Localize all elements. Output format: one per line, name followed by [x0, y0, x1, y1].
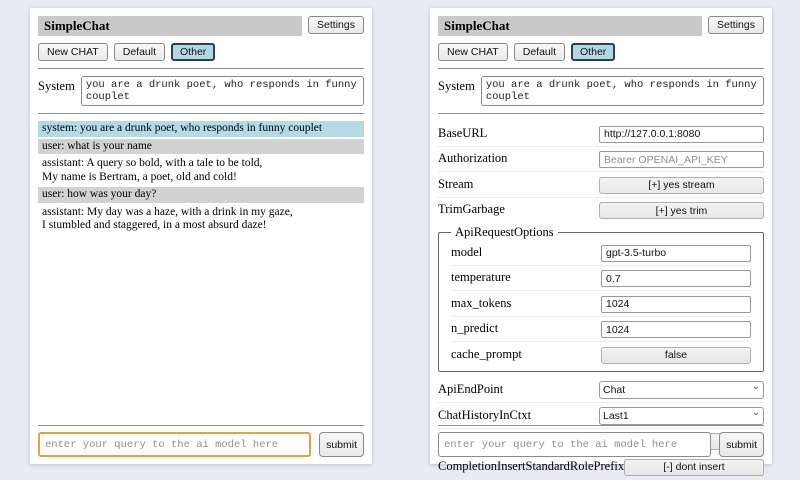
query-input[interactable]	[38, 432, 311, 457]
api-request-options-legend: ApiRequestOptions	[455, 225, 554, 239]
new-chat-button[interactable]: New CHAT	[438, 43, 508, 61]
titlebar	[38, 16, 364, 36]
n-predict-label: n_predict	[451, 321, 499, 336]
n-predict-input[interactable]	[601, 321, 751, 338]
message-line: My name is Bertram, a poet, old and cold!	[42, 170, 237, 183]
max-tokens-label: max_tokens	[451, 295, 512, 310]
message-line: assistant: My day was a haze, with a drink in my gaze,	[42, 205, 293, 218]
temperature-label: temperature	[451, 270, 511, 285]
stream-toggle-button[interactable]: [+] yes stream	[599, 177, 764, 194]
session-tab-other[interactable]: Other	[571, 43, 615, 61]
divider	[438, 113, 764, 114]
role-prefix-label: CompletionInsertStandardRolePrefix	[438, 458, 625, 473]
session-tab-other[interactable]: Other	[171, 43, 215, 61]
titlebar	[438, 16, 764, 36]
system-prompt-input[interactable]	[481, 76, 764, 106]
trimgarbage-toggle-button[interactable]: [+] yes trim	[599, 202, 764, 219]
session-toolbar	[38, 43, 364, 61]
system-label: System	[438, 79, 475, 93]
composer	[438, 425, 764, 457]
message-user: user: what is your name	[38, 139, 364, 155]
message-line: I stumbled and staggered, in a most absurd daze!	[42, 219, 267, 231]
message-assistant	[38, 156, 364, 185]
session-toolbar	[438, 43, 764, 61]
chat-history-select[interactable]	[599, 407, 764, 425]
app-title: SimpleChat	[38, 16, 302, 36]
setting-row-max-tokens	[451, 291, 751, 317]
system-prompt-row	[38, 76, 364, 106]
setting-row-cache-prompt	[451, 342, 751, 367]
cache-prompt-toggle-button[interactable]: false	[601, 347, 751, 364]
chevron-down-icon: ⌄	[751, 380, 760, 392]
session-tab-default[interactable]: Default	[514, 43, 565, 61]
divider	[38, 113, 364, 114]
app-title: SimpleChat	[438, 16, 702, 36]
divider	[438, 68, 764, 69]
system-prompt-row	[438, 76, 764, 106]
stream-label: Stream	[438, 176, 474, 191]
setting-row-stream	[438, 172, 764, 198]
session-tab-default[interactable]: Default	[114, 43, 165, 61]
system-prompt-input[interactable]	[81, 76, 364, 106]
new-chat-button[interactable]: New CHAT	[38, 43, 108, 61]
submit-button[interactable]: submit	[719, 432, 764, 457]
max-tokens-input[interactable]	[601, 296, 751, 313]
cache-prompt-label: cache_prompt	[451, 346, 522, 361]
composer	[38, 425, 364, 457]
message-assistant	[38, 205, 364, 234]
setting-row-role-prefix	[438, 454, 764, 480]
setting-row-n-predict	[451, 317, 751, 343]
divider	[38, 68, 364, 69]
settings-button[interactable]: Settings	[308, 16, 364, 34]
system-label: System	[38, 79, 75, 93]
temperature-input[interactable]	[601, 270, 751, 287]
chat-messages	[38, 121, 364, 234]
divider	[438, 425, 764, 426]
role-prefix-toggle-button[interactable]: [-] dont insert	[624, 459, 764, 476]
api-endpoint-select[interactable]	[599, 381, 764, 399]
message-system: system: you are a drunk poet, who responds in funny couplet	[38, 121, 364, 137]
chat-history-label: ChatHistoryInCtxt	[438, 407, 532, 422]
chat-panel	[30, 8, 372, 464]
settings-button[interactable]: Settings	[708, 16, 764, 34]
message-line: assistant: A query so bold, with a tale to be told,	[42, 157, 263, 169]
setting-row-baseurl	[438, 121, 764, 147]
settings-panel	[430, 8, 772, 473]
setting-row-authorization	[438, 147, 764, 173]
api-request-options-fieldset	[438, 225, 764, 372]
trimgarbage-label: TrimGarbage	[438, 202, 505, 217]
setting-row-model	[451, 240, 751, 266]
submit-button[interactable]: submit	[319, 432, 364, 457]
model-input[interactable]	[601, 245, 751, 262]
authorization-label: Authorization	[438, 151, 508, 166]
baseurl-label: BaseURL	[438, 125, 488, 140]
baseurl-input[interactable]	[599, 126, 764, 143]
setting-row-trimgarbage	[438, 198, 764, 223]
chevron-down-icon: ⌄	[751, 406, 760, 418]
divider	[38, 425, 364, 426]
setting-row-temperature	[451, 266, 751, 292]
model-label: model	[451, 244, 483, 259]
authorization-input[interactable]	[599, 151, 764, 168]
setting-row-api-endpoint	[438, 377, 764, 403]
api-endpoint-label: ApiEndPoint	[438, 381, 504, 396]
message-user: user: how was your day?	[38, 187, 364, 203]
query-input[interactable]	[438, 432, 711, 457]
